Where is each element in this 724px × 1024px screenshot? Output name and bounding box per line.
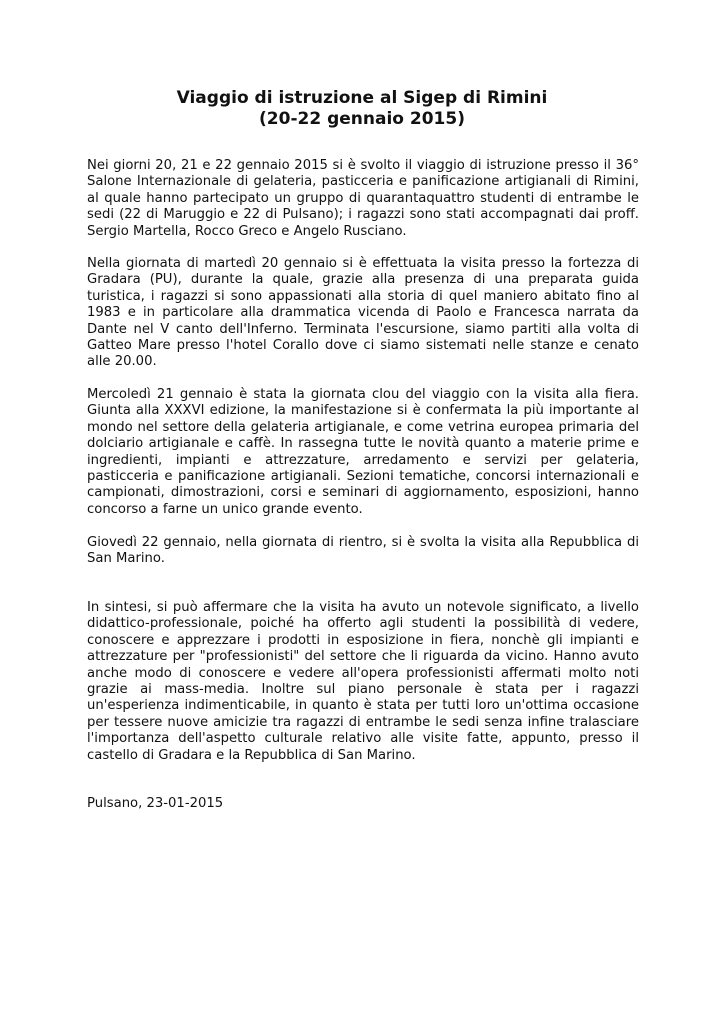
signature-date: Pulsano, 23-01-2015 [87, 796, 224, 811]
paragraph-day-three: Giovedì 22 gennaio, nella giornata di rientro, si è svolta la visita alla Repubblica di San Marino. [87, 535, 639, 567]
paragraph-day-two: Mercoledì 21 gennaio è stata la giornata clou del viaggio con la visita alla fiera. Giunta alla XXXVI edizione, la manifestazione si è confermata la più importante al mondo nel settore della gelateria artigianale, e come vetrina europea primaria del dolciario artigianale e caffè. In rassegna tutte le novità quanto a materie prime e ingredienti, impianti e attrezzature, arredamento e servizi per gelateria, pasticceria e panificazione artigianali. Sezioni tematiche, concorsi internazionali e campionati, dimostrazioni, corsi e seminari di aggiornamento, esposizioni, hanno concorso a farne un unico grande evento. [87, 387, 639, 517]
paragraph-summary: In sintesi, si può affermare che la visita ha avuto un notevole significato, a livello didattico-professionale, poiché ha offerto agli studenti la possibilità di vedere, conoscere e apprezzare i prodotti in esposizione in fiera, nonchè gli impianti e attrezzature per "professionisti" del settore che li riguarda da vicino. Hanno avuto anche modo di conoscere e vedere all'opera professionisti affermati molto noti grazie ai mass-media. Inoltre sul piano personale è stata per i ragazzi un'esperienza indimenticabile, in quanto è stata per tutti loro un'ottima occasione per tessere nuove amicizie tra ragazzi di entrambe le sedi senza infine tralasciare l'importanza dell'aspetto culturale relativo alle visite fatte, appunto, presso il castello di Gradara e la Repubblica di San Marino. [87, 600, 639, 763]
title-line-1: Viaggio di istruzione al Sigep di Rimini [176, 88, 548, 108]
page-title [0, 88, 724, 130]
paragraph-intro: Nei giorni 20, 21 e 22 gennaio 2015 si è svolto il viaggio di istruzione presso il 36° Salone Internazionale di gelateria, pasticceria e panificazione artigianali di Rimini, al quale hanno partecipato un gruppo di quarantaquattro studenti di entrambe le sedi (22 di Maruggio e 22 di Pulsano); i ragazzi sono stati accompagnati dai proff. Sergio Martella, Rocco Greco e Angelo Rusciano. [87, 158, 639, 239]
paragraph-day-one: Nella giornata di martedì 20 gennaio si è effettuata la visita presso la fortezza di Gradara (PU), durante la quale, grazie alla presenza di una preparata guida turistica, i ragazzi si sono appassionati alla storia di quel maniero abitato fino al 1983 e in particolare alla drammatica vicenda di Paolo e Francesca narrata da Dante nel V canto dell'Inferno. Terminata l'escursione, siamo partiti alla volta di Gatteo Mare presso l'hotel Corallo dove ci siamo sistemati nelle stanze e cenato alle 20.00. [87, 256, 639, 370]
title-line-2: (20-22 gennaio 2015) [259, 109, 465, 129]
